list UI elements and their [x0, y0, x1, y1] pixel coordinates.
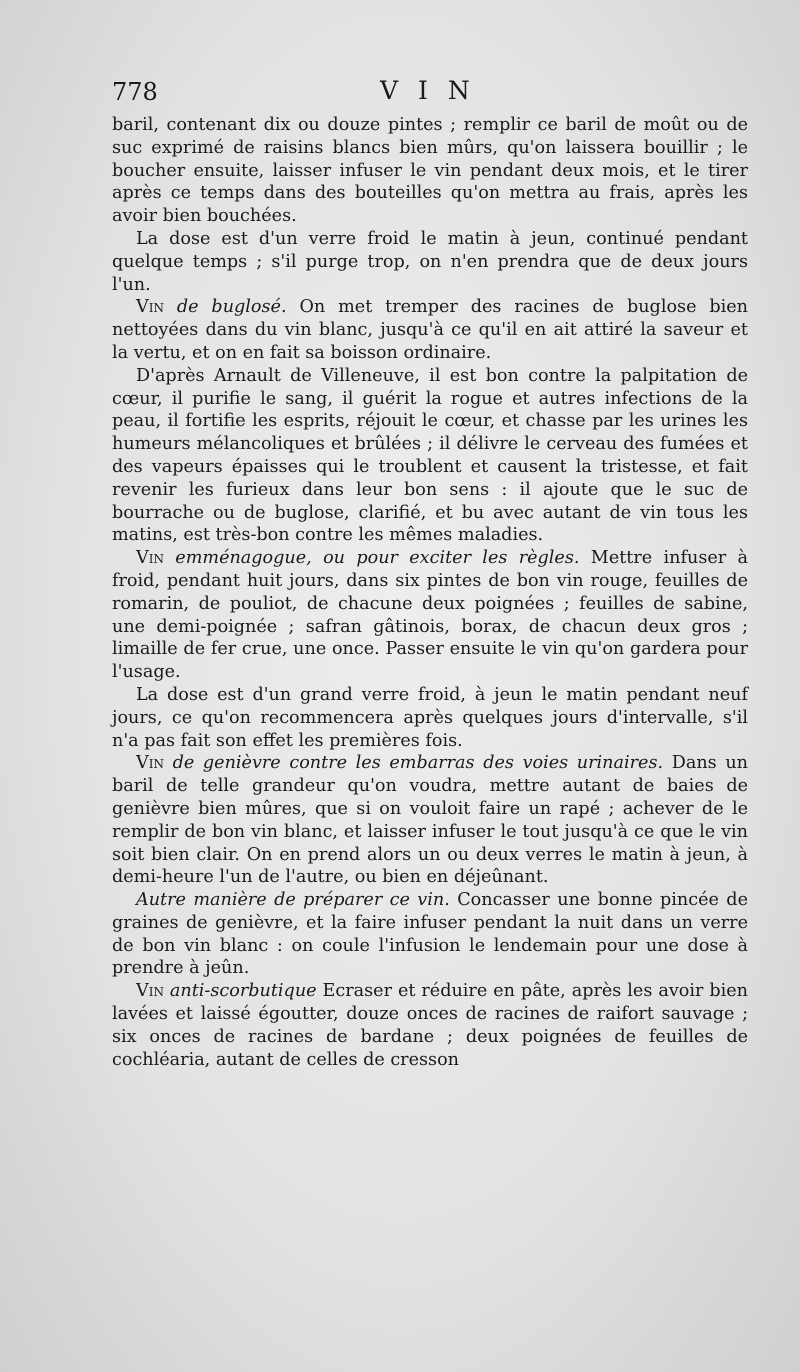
entry-title: de genièvre contre les embarras des voies urinaires. — [163, 753, 664, 774]
entry-head-word: Vin — [136, 981, 164, 1002]
page-header — [112, 78, 748, 114]
entry-head-word: Vin — [136, 753, 164, 774]
entry-head-word: Vin — [136, 297, 164, 318]
entry-title: anti-scorbutique — [163, 981, 317, 1002]
paragraph — [112, 547, 748, 684]
paragraph-text: On met tremper des racines de buglose bien nettoyées dans du vin blanc, jusqu'à ce qu'il en ait attiré la saveur et la vertu, et on en fait sa boisson ordinaire. — [112, 297, 749, 363]
entry-title: emménagogue, ou pour exciter les règles. — [163, 548, 580, 569]
paragraph-text: baril, contenant dix ou douze pintes ; remplir ce baril de moût ou de suc exprimé de raisins blancs bien mûrs, qu'on laissera bouillir ; le boucher ensuite, laisser infuser le vin pendant deux mois, et le tirer après ce temps dans des bouteilles qu'on mettra au frais, après les avoir bien bouchées. — [112, 115, 748, 227]
entry-title: Autre manière de préparer ce vin. — [136, 890, 450, 911]
paragraph-text: Mettre infuser à froid, pendant huit jours, dans six pintes de bon vin rouge, feuilles de romarin, de pouliot, de chacune deux poignées ; feuilles de sabine, une demi-poignée ; safran gâtinois, borax, de chacun deux gros ; limaille de fer crue, une once. Passer ensuite le vin qu'on gardera pour l'usage. — [112, 548, 749, 683]
paragraph — [112, 684, 748, 752]
entry-head-word: Vin — [136, 548, 164, 569]
paragraph — [112, 296, 748, 364]
running-head: V I N — [380, 76, 476, 105]
paragraph-text: Ecraser et réduire en pâte, après les avoir bien lavées et laissé égoutter, douze onces de racines de raifort sauvage ; six onces de racines de bardane ; deux poignées de feuilles de cochléaria, autant de celles de cresson — [112, 981, 748, 1070]
paragraph — [112, 889, 748, 980]
paragraph — [112, 228, 748, 296]
paragraph — [112, 365, 748, 547]
paragraph-text: Concasser une bonne pincée de graines de genièvre, et la faire infuser pendant la nuit dans un verre de bon vin blanc : on coule l'infusion le lendemain pour une dose à prendre à jeûn. — [112, 890, 748, 979]
paragraph-text: Dans un baril de telle grandeur qu'on voudra, mettre autant de baies de genièvre bien mûres, que si on vouloit faire un rapé ; achever de le remplir de bon vin blanc, et laisser infuser le tout jusqu'à ce que le vin soit bien clair. On en prend alors un ou deux verres le matin à jeun, à demi-heure l'un de l'autre, ou bien en déjeûnant. — [112, 753, 748, 888]
paragraph-text: D'après Arnault de Villeneuve, il est bon contre la palpitation de cœur, il purifie le sang, il guérit la rogue et autres infections de la peau, il fortifie les esprits, réjouit le cœur, et chasse par les urines les humeurs mélancoliques et brûlées ; il délivre le cerveau des fumées et des vapeurs épaisses qui le troublent et causent la tristesse, et fait revenir les furieux dans leur bon sens : il ajoute que le suc de bourrache ou de buglose, clarifié, et bu avec autant de vin tous les matins, est très-bon contre les mêmes maladies. — [112, 365, 748, 546]
paragraph-text: La dose est d'un grand verre froid, à jeun le matin pendant neuf jours, ce qu'on recommencera après quelques jours d'intervalle, s'il n'a pas fait son effet les premières fois. — [112, 684, 748, 751]
paragraph — [112, 980, 748, 1071]
entry-title: de buglosé. — [163, 297, 287, 318]
paragraph-text: La dose est d'un verre froid le matin à jeun, continué pendant quelque temps ; s'il purge trop, on n'en prendra que de deux jours l'un. — [112, 228, 748, 295]
paragraph — [112, 752, 748, 889]
page-number: 778 — [112, 78, 158, 106]
paragraph — [112, 114, 748, 228]
body-text — [112, 114, 748, 1071]
